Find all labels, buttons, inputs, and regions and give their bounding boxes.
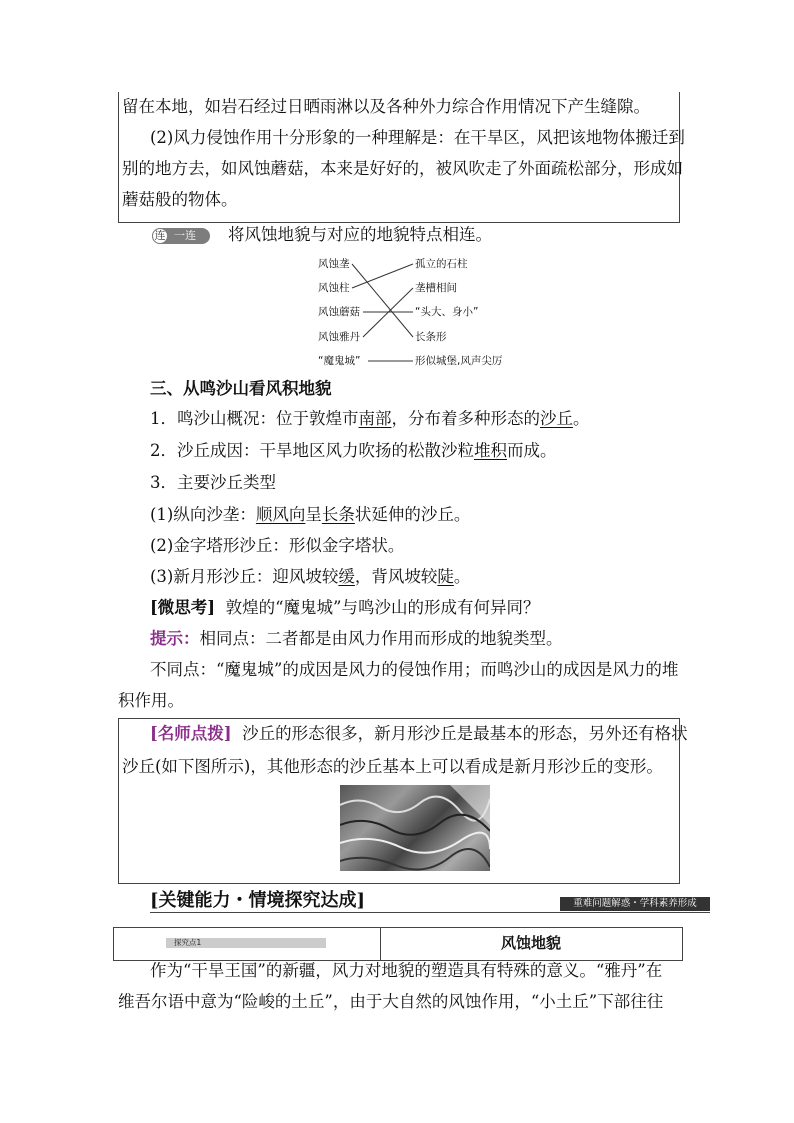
think-question: [微思考] 敦煌的“魔鬼城”与鸣沙山的形成有何异同？ — [150, 598, 540, 617]
tip-line-1: [名师点拨] 沙丘的形态很多，新月形沙丘是最基本的形态，另外还有格状 — [150, 724, 688, 743]
match-left-item: 风蚀柱 — [318, 282, 350, 294]
tip-line-2: 沙丘(如下图所示)，其他形态的沙丘基本上可以看成是新月形沙丘的变形。 — [122, 757, 663, 776]
think-diff-line-2: 积作用。 — [118, 691, 184, 710]
match-right-item: 形似城堡,风声尖厉 — [415, 355, 503, 367]
explore-badge: 探究点1 — [166, 938, 326, 948]
match-right-item: 孤立的石柱 — [415, 258, 468, 270]
match-line — [352, 264, 413, 288]
top-box-line-1: 留在本地，如岩石经过日晒雨淋以及各种外力综合作用情况下产生缝隙。 — [122, 97, 650, 116]
dune-texture — [340, 785, 490, 871]
explore-title: 风蚀地貌 — [500, 934, 561, 952]
lian-circle-icon: 连 — [152, 228, 168, 244]
grid-dune-photo — [340, 785, 490, 871]
top-box-line-3: 别的地方去，如风蚀蘑菇，本来是好好的，被风吹走了外面疏松部分，形成如 — [122, 159, 683, 178]
closing-line-2: 维吾尔语中意为“险峻的土丘”，由于大自然的风蚀作用，“小土丘”下部往往 — [118, 992, 664, 1011]
section-key-tag: 重难问题解惑・学科素养形成 — [560, 897, 710, 911]
section3-item-1: 1．鸣沙山概况：位于敦煌市南部，分布着多种形态的沙丘。 — [150, 409, 590, 428]
match-right-item: 垄槽相间 — [415, 282, 457, 294]
match-left-item: 风蚀蘑菇 — [318, 306, 360, 318]
matching-lines — [0, 0, 794, 400]
section3-heading: 三、从鸣沙山看风积地貌 — [150, 379, 332, 398]
match-right-item: 长条形 — [415, 331, 447, 343]
match-left-item: 风蚀垄 — [318, 258, 350, 270]
section-divider — [150, 912, 710, 913]
dune-type-1: (1)纵向沙垄：顺风向呈长条状延伸的沙丘。 — [150, 505, 471, 524]
lian-instruction: 将风蚀地貌与对应的地貌特点相连。 — [228, 225, 492, 244]
dune-type-3: (3)新月形沙丘：迎风坡较缓，背风坡较陡。 — [150, 567, 471, 586]
match-left-item: “魔鬼城” — [318, 355, 361, 367]
match-left-item: 风蚀雅丹 — [318, 331, 360, 343]
top-box-line-2: (2)风力侵蚀作用十分形象的一种理解是：在干旱区，风把该地物体搬迁到 — [150, 128, 685, 147]
match-right-item: “头大、身小” — [415, 306, 479, 318]
closing-line-1: 作为“干旱王国”的新疆，风力对地貌的塑造具有特殊的意义。“雅丹”在 — [150, 961, 663, 980]
explore-header — [113, 927, 683, 961]
think-hint: 提示：相同点：二者都是由风力作用而形成的地貌类型。 — [150, 629, 563, 648]
top-box-line-4: 蘑菇般的物体。 — [122, 190, 238, 209]
section3-item-3: 3．主要沙丘类型 — [150, 473, 276, 492]
think-diff-line-1: 不同点：“魔鬼城”的成因是风力的侵蚀作用；而鸣沙山的成因是风力的堆 — [150, 660, 679, 679]
section3-item-2: 2．沙丘成因：干旱地区风力吹扬的松散沙粒堆积而成。 — [150, 441, 557, 460]
match-line — [352, 264, 413, 337]
dune-type-2: (2)金字塔形沙丘：形似金字塔状。 — [150, 536, 405, 555]
lian-badge-text: 一连 — [174, 229, 196, 242]
section-key-title: [关键能力・情境探究达成] — [150, 890, 366, 911]
